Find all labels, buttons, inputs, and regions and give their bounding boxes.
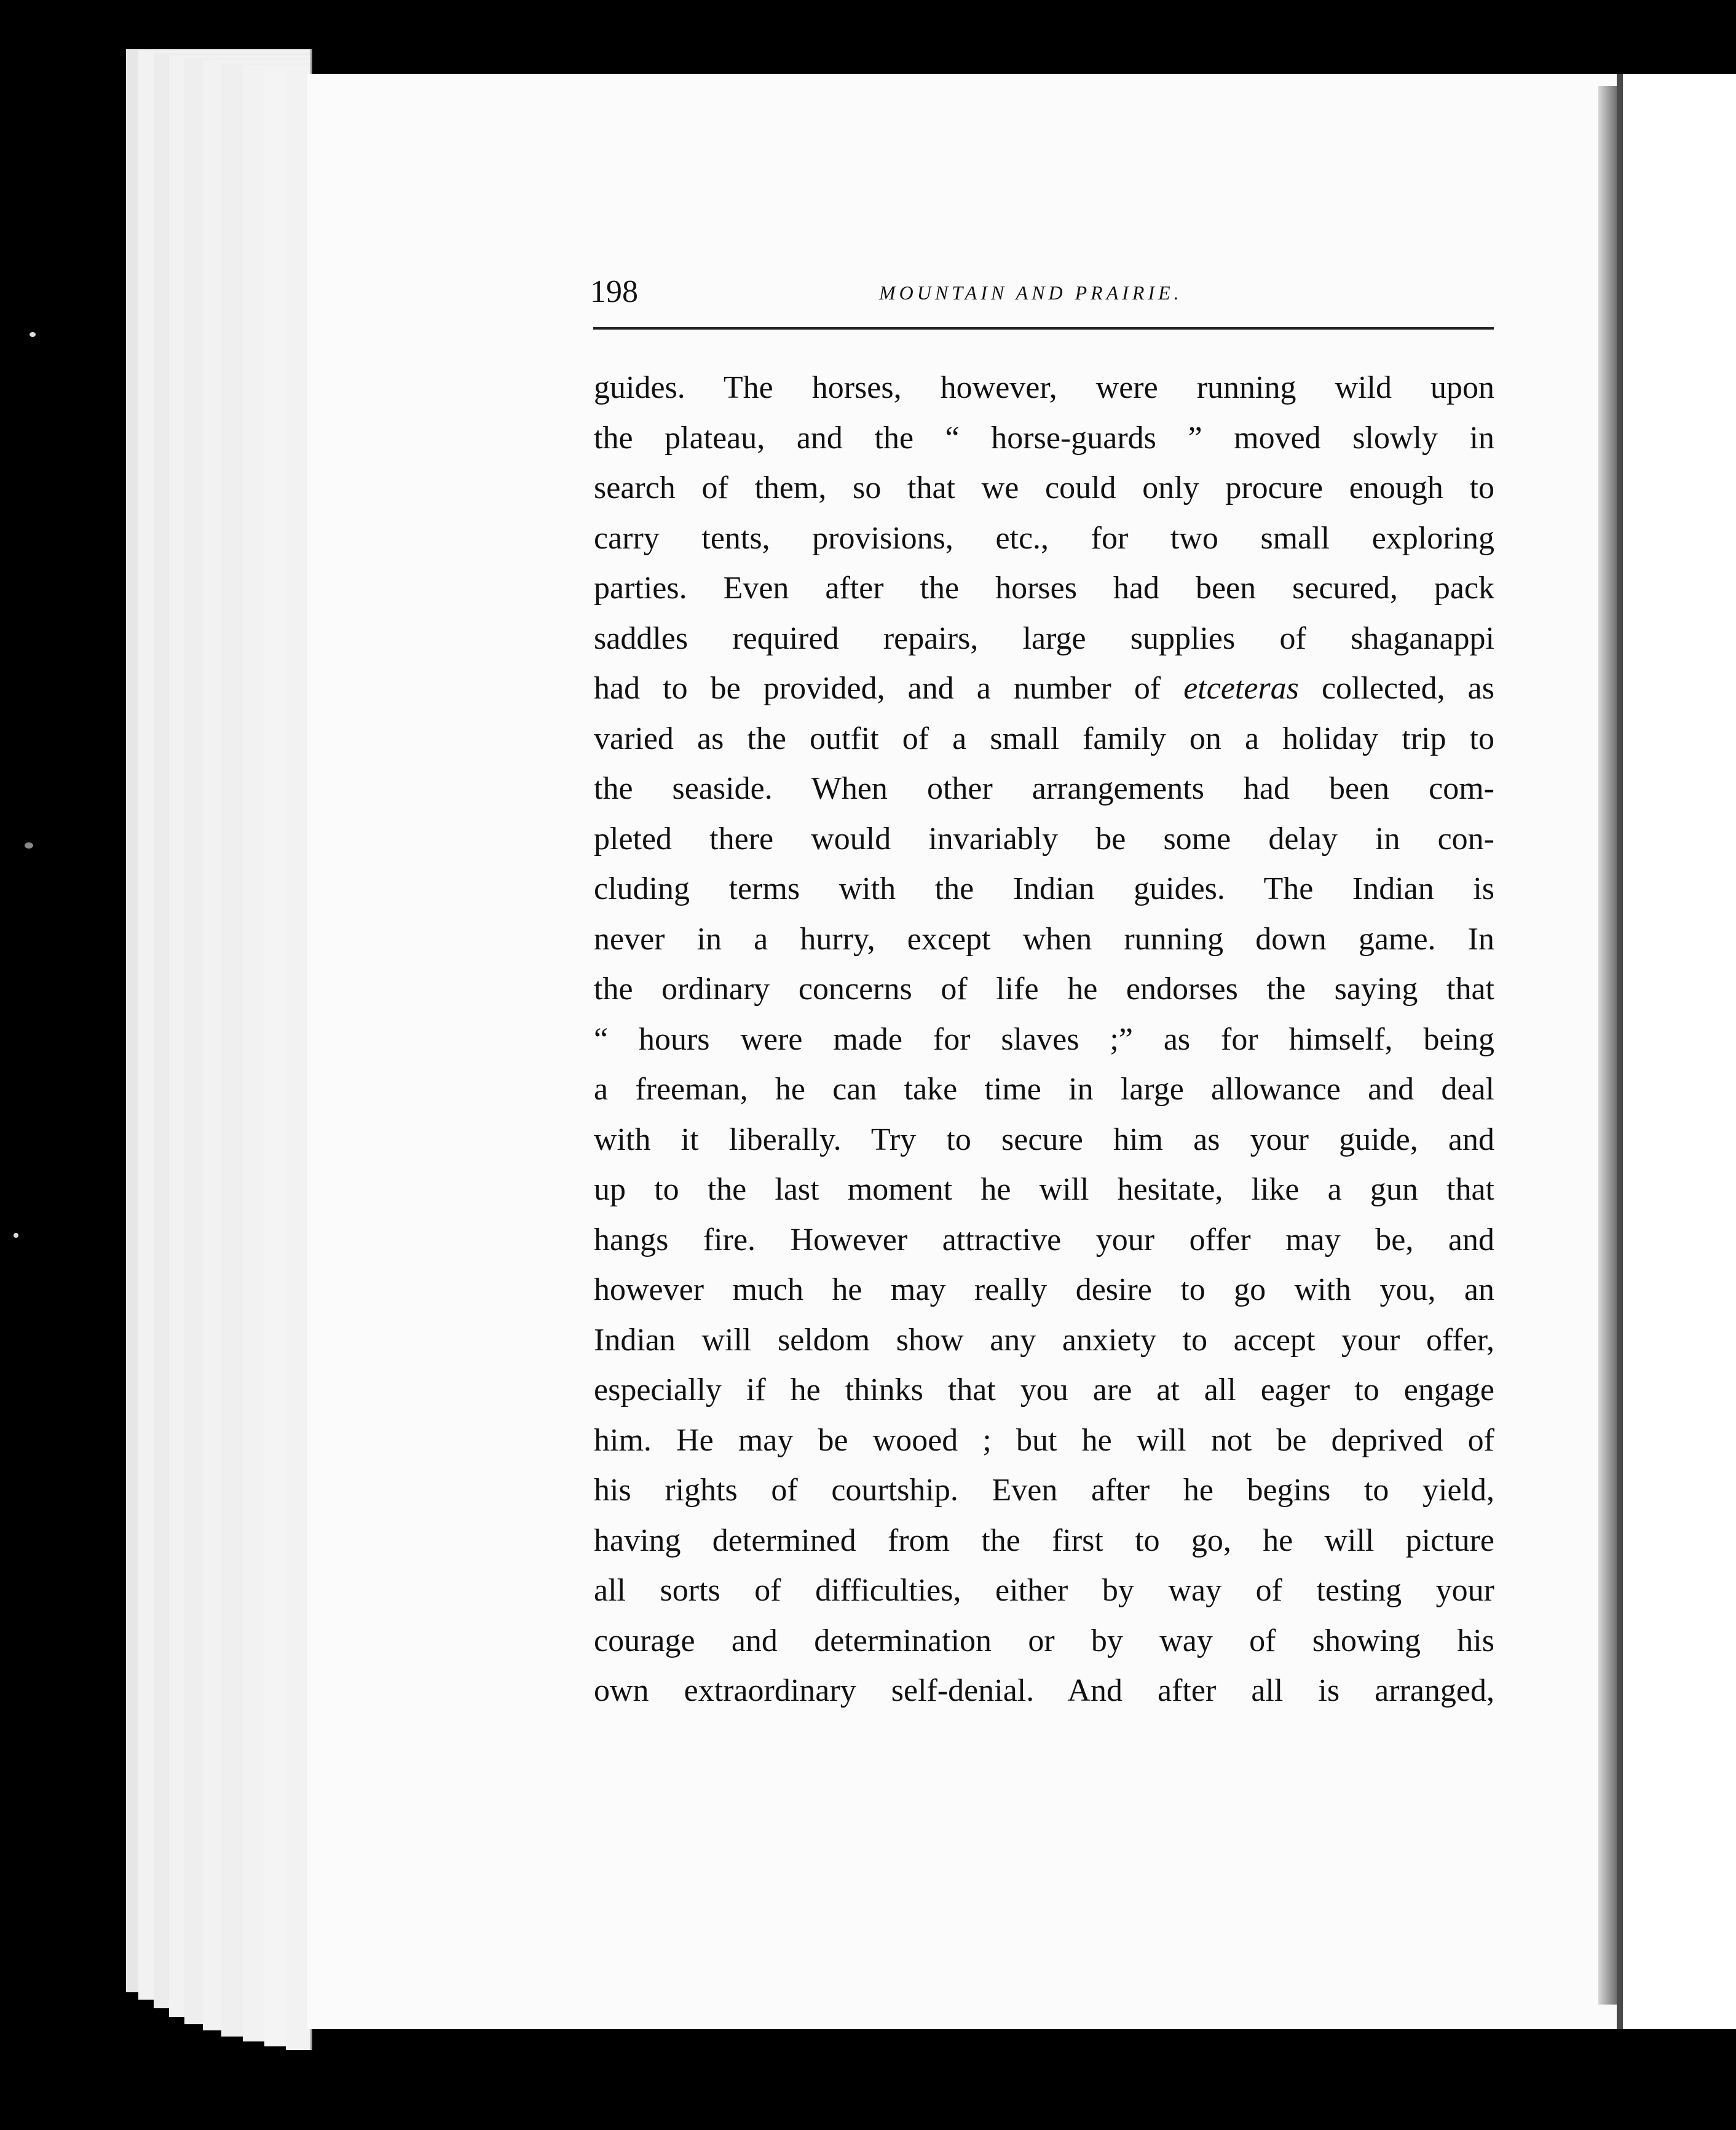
text-line: guides. The horses, however, were running wild upon [594,370,1494,405]
text-line: especially if he thinks that you are at all eager to engage [594,1372,1494,1407]
text-line: the seaside. When other arrangements had been com- [594,771,1494,806]
text-line [594,663,1494,714]
text-line: a freeman, he can take time in large allowance and deal [594,1072,1494,1107]
text-line: hangs fire. However attractive your offer may be, and [594,1222,1494,1257]
running-head: MOUNTAIN AND PRAIRIE. [879,282,1183,304]
page-number: 198 [590,274,638,309]
text-line: pleted there would invariably be some delay in con- [594,821,1494,857]
text-line: all sorts of difficulties, either by way of testing your [594,1573,1494,1608]
text-line: never in a hurry, except when running down game. In [594,921,1494,957]
text-line: cluding terms with the Indian guides. The Indian is [594,871,1494,906]
page-header [590,271,1494,314]
text-line: with it liberally. Try to secure him as your guide, and [594,1122,1494,1157]
facing-page-edge [1617,74,1736,2029]
text-line: the plateau, and the “ horse-guards ” moved slowly in [594,420,1494,456]
text-line: him. He may be wooed ; but he will not be deprived of [594,1422,1494,1458]
text-line: “ hours were made for slaves ;” as for himself, being [594,1021,1494,1057]
text-line: own extraordinary self-denial. And after all is arranged, [594,1673,1494,1708]
text-line: up to the last moment he will hesitate, like a gun that [594,1172,1494,1207]
text-line: saddles required repairs, large supplies of shaganappi [594,620,1494,656]
text-line: however much he may really desire to go with you, an [594,1272,1494,1307]
text-line: the ordinary concerns of life he endorses the saying that [594,972,1494,1007]
body-text [594,363,1494,1716]
book-gutter [1598,86,1617,2005]
text-line: varied as the outfit of a small family on a holiday trip to [594,721,1494,756]
text-line: having determined from the first to go, he will picture [594,1522,1494,1558]
scan-speck [14,1233,18,1238]
text-line: search of them, so that we could only procure enough to [594,470,1494,505]
scan-speck [30,332,36,337]
text-line: carry tents, provisions, etc., for two small exploring [594,520,1494,556]
scan-speck [25,842,33,849]
text-run: had to be provided, and a number of [594,671,1184,706]
header-rule [593,327,1494,330]
italic-word: etceteras [1183,671,1299,706]
text-line: his rights of courtship. Even after he begins to yield, [594,1473,1494,1508]
text-line: Indian will seldom show any anxiety to accept your offer, [594,1322,1494,1358]
text-line: parties. Even after the horses had been secured, pack [594,571,1494,606]
text-line: courage and determination or by way of showing his [594,1623,1494,1658]
text-run: collected, as [1298,671,1494,706]
